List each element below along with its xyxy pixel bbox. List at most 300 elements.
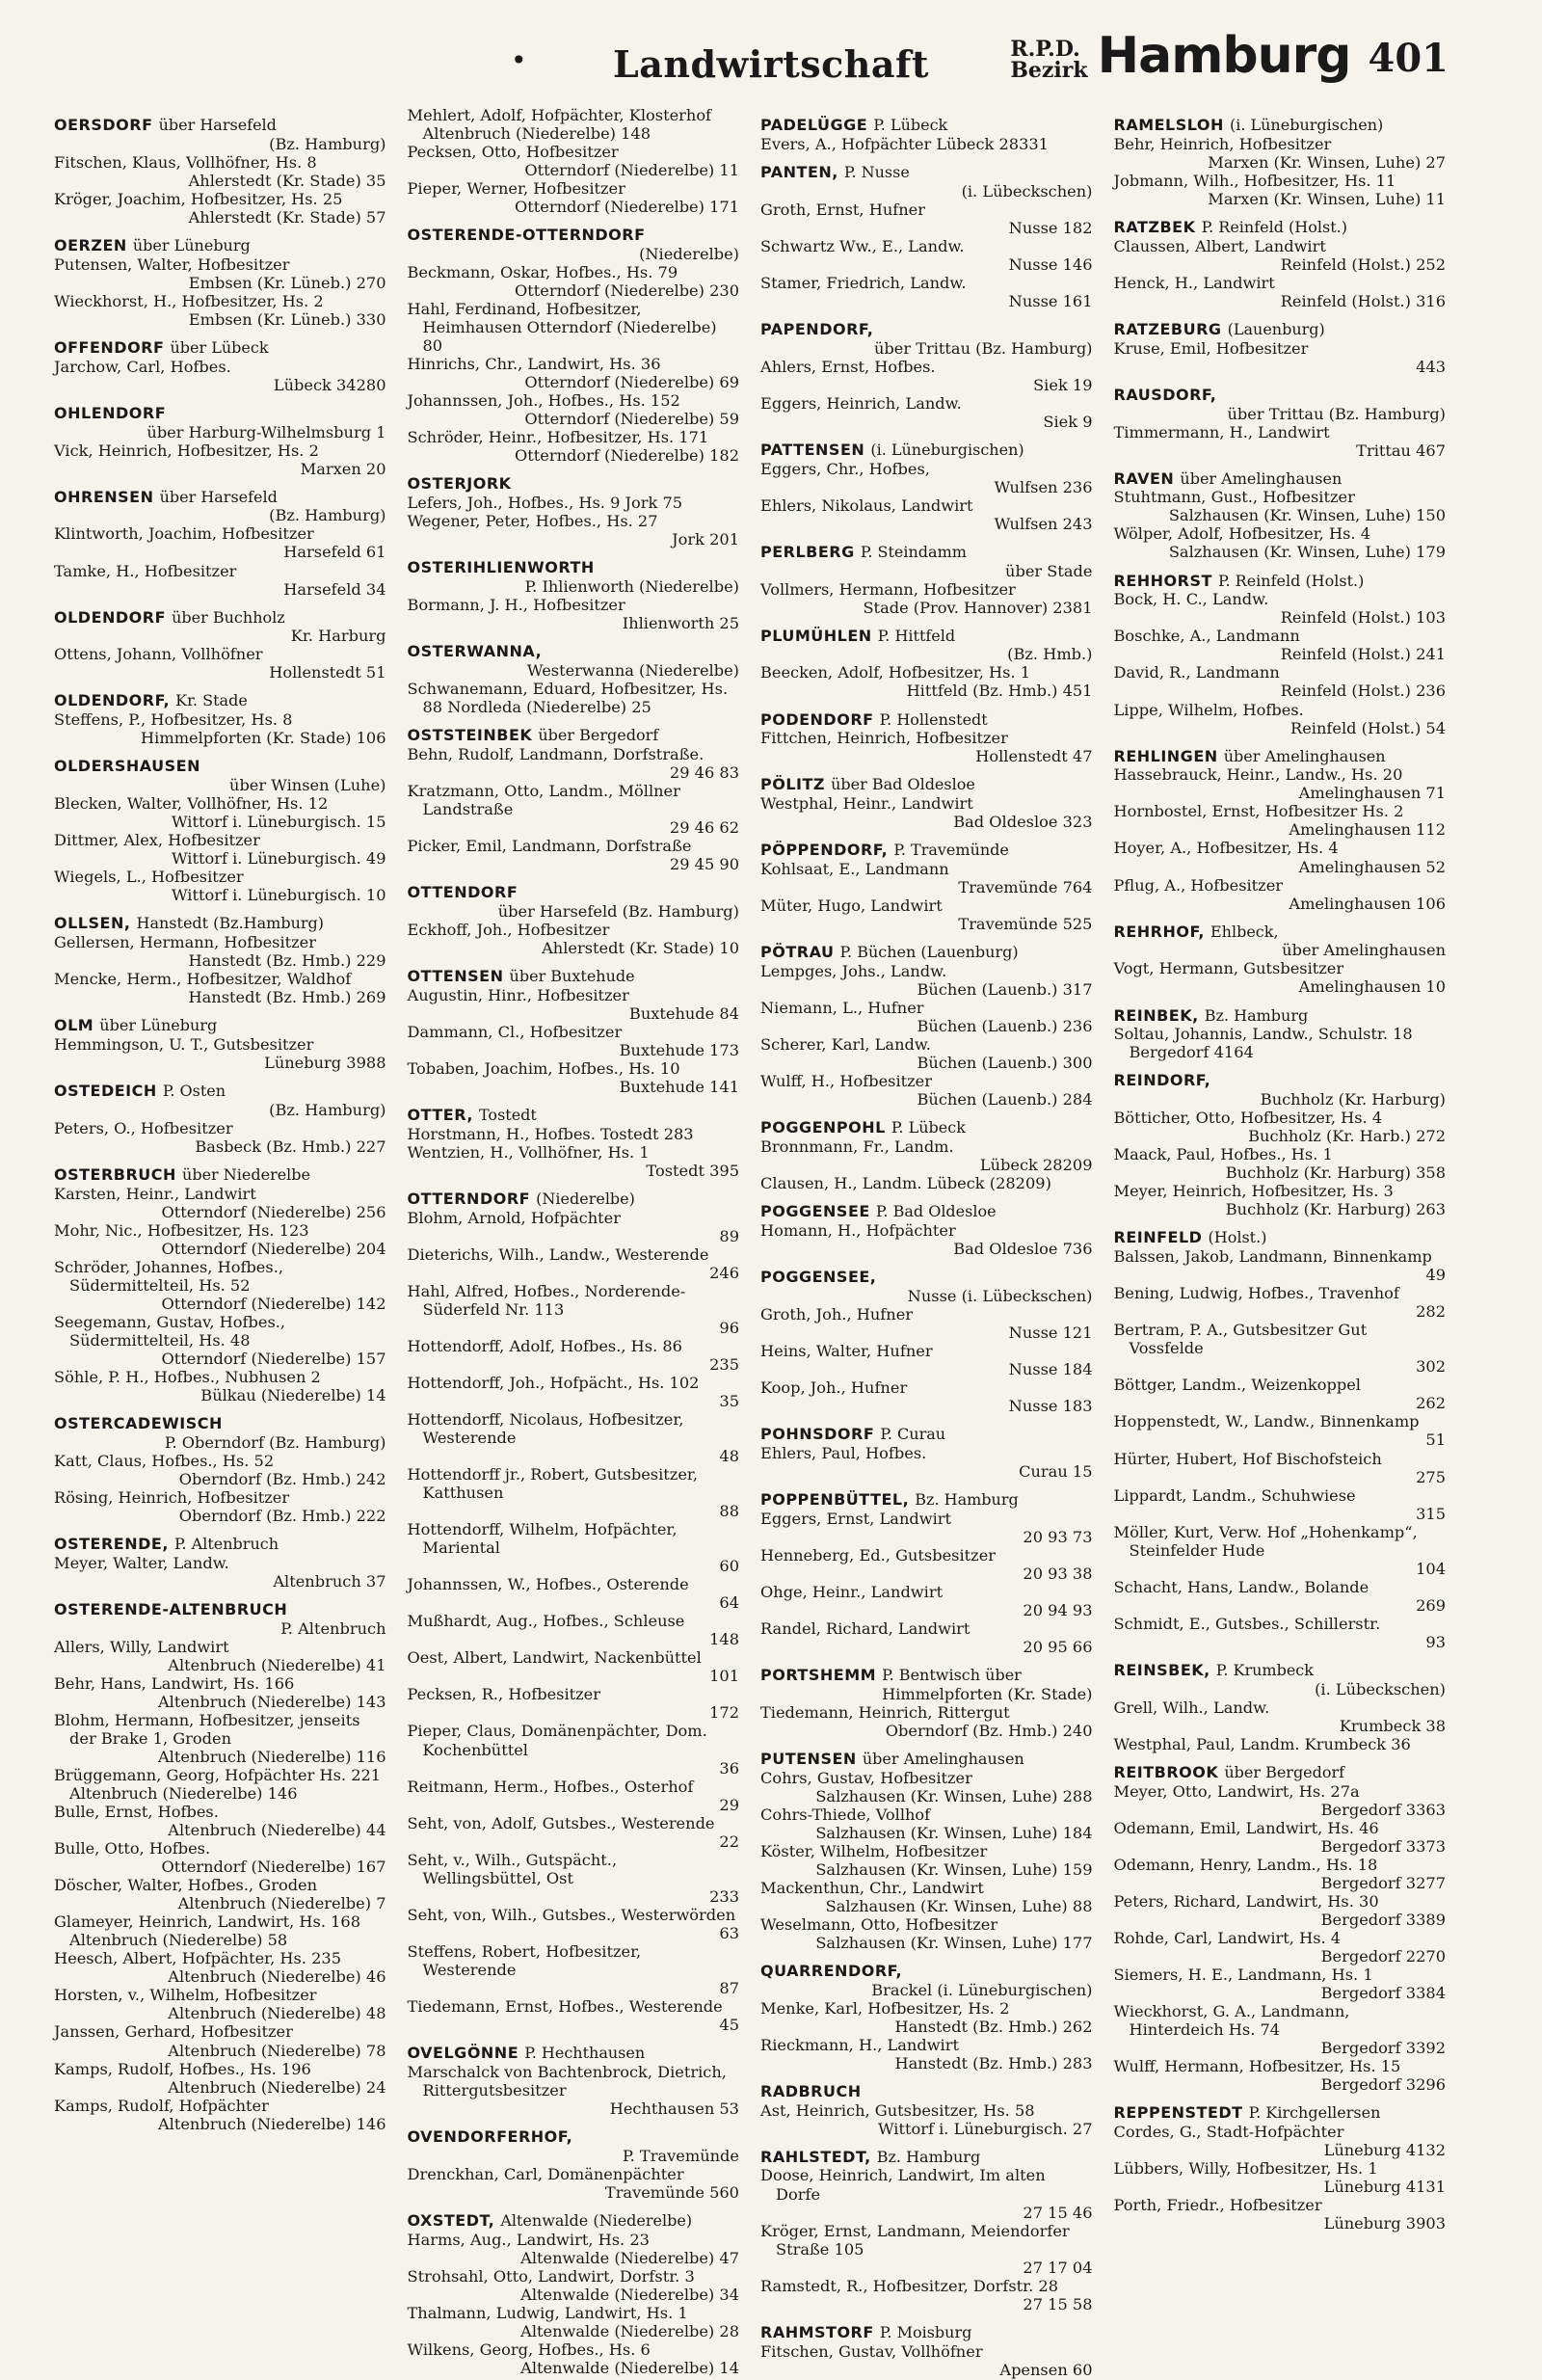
- directory-entry: [1114, 1698, 1447, 1735]
- directory-entry: [54, 1313, 386, 1368]
- entry-phone: Otterndorf (Niederelbe) 230: [515, 281, 739, 301]
- place-post-note: Altenwalde (Niederelbe): [500, 2210, 693, 2230]
- place-section: [1114, 387, 1447, 460]
- place-name: REINDORF,: [1113, 1071, 1211, 1090]
- place-heading: [408, 643, 740, 661]
- place-post-note: P. Bentwisch über: [882, 1665, 1022, 1684]
- directory-entry: [760, 2036, 1093, 2072]
- entry-name: Stuhtmann, Gust., Hofbesitzer: [1113, 488, 1355, 507]
- place-section: [408, 884, 740, 957]
- place-post-note: über Buxtehude: [509, 966, 635, 985]
- place-post-note: (i. Lüneburgischen): [1229, 116, 1384, 134]
- directory-entry: [54, 794, 386, 831]
- entry-phone: Büchen (Lauenb.) 317: [917, 979, 1093, 999]
- directory-entry: [760, 358, 1093, 394]
- directory-entry: [54, 645, 386, 682]
- entry-name: Seht, von, Adolf, Gutsbes., Westerende: [407, 1813, 715, 1832]
- place-name: OFFENDORF: [54, 337, 165, 357]
- entry-name: Wegener, Peter, Hofbes., Hs. 27: [407, 512, 658, 531]
- entry-phone: Lüneburg 4131: [1323, 2178, 1446, 2196]
- directory-entry: [760, 2166, 1093, 2221]
- entry-name: Fitschen, Gustav, Vollhöfner: [760, 2341, 983, 2361]
- rpd-block: [1010, 39, 1087, 81]
- place-name: RADBRUCH: [760, 2081, 862, 2100]
- place-post-note: Hanstedt (Bz.Hamburg): [136, 914, 325, 933]
- entry-phone: Ahlerstedt (Kr. Stade) 57: [188, 207, 386, 227]
- directory-entry: [408, 1814, 740, 1851]
- place-section: [760, 944, 1093, 1109]
- entry-phone: Bergedorf 3277: [1320, 1873, 1446, 1892]
- directory-entry: [1114, 1615, 1447, 1651]
- entry-name: Seht, von, Wilh., Gutsbes., Westerwörden: [407, 1905, 736, 1924]
- entry-phone: Bad Oldesloe 323: [953, 813, 1093, 832]
- place-section: [408, 2212, 740, 2377]
- directory-entry: [1114, 339, 1447, 376]
- entry-phone: Amelinghausen 106: [1289, 894, 1446, 913]
- entry-name: Rösing, Heinrich, Hofbesitzer: [54, 1488, 290, 1508]
- directory-entry: [408, 2165, 740, 2202]
- entry-name: Hinrichs, Chr., Landwirt, Hs. 36: [407, 355, 661, 374]
- place-heading: [760, 842, 1093, 860]
- entry-phone: Oberndorf (Bz. Hmb.) 242: [178, 1470, 386, 1489]
- entry-name: Gellersen, Hermann, Hofbesitzer: [54, 933, 316, 952]
- entry-name: Eggers, Heinrich, Landw.: [760, 393, 962, 413]
- entry-phone: Bergedorf 2270: [1320, 1946, 1446, 1966]
- entry-phone: Wittorf i. Lüneburgisch. 15: [171, 813, 386, 832]
- directory-entry: [54, 1488, 386, 1525]
- directory-entry: [408, 391, 740, 428]
- directory-entry: [760, 1703, 1093, 1740]
- place-name: PAPENDORF,: [760, 319, 874, 338]
- entry-name: Augustin, Hinr., Hofbesitzer: [407, 985, 629, 1004]
- entry-phone: Salzhausen (Kr. Winsen, Luhe) 184: [815, 1823, 1093, 1842]
- entry-phone: 101: [709, 1667, 739, 1686]
- entry-phone: Marxen (Kr. Winsen, Luhe) 27: [1208, 152, 1446, 172]
- place-section: [760, 776, 1093, 831]
- entry-phone: Oberndorf (Bz. Hmb.) 222: [178, 1507, 386, 1526]
- place-post-note: über Lüneburg: [99, 1016, 218, 1035]
- entry-phone: 27 15 58: [1023, 2294, 1093, 2313]
- directory-entry: [760, 394, 1093, 431]
- directory-entry: [408, 1575, 740, 1612]
- directory-entry: [760, 999, 1093, 1035]
- place-section: [760, 711, 1093, 766]
- entry-phone: Hechthausen 53: [609, 2099, 739, 2118]
- directory-entry: [54, 1554, 386, 1591]
- entry-name: Fitschen, Klaus, Vollhöfner, Hs. 8: [54, 152, 317, 172]
- entry-name: Blohm, Arnold, Hofpächter: [407, 1208, 621, 1227]
- entry-name: Schacht, Hans, Landw., Bolande: [1113, 1577, 1369, 1596]
- entry-phone: 51: [1425, 1431, 1446, 1450]
- place-heading: [760, 628, 1093, 646]
- entry-phone: Altenbruch (Niederelbe) 24: [168, 2077, 386, 2097]
- directory-entry: [1114, 802, 1447, 839]
- place-heading: [760, 321, 1093, 339]
- directory-entry: [408, 986, 740, 1023]
- directory-entry: [408, 1143, 740, 1180]
- place-section: [1114, 470, 1447, 562]
- directory-entry: [1114, 1735, 1447, 1753]
- entry-name: Groth, Ernst, Hufner: [760, 200, 925, 219]
- entry-name: Bulle, Otto, Hofbes.: [54, 1839, 211, 1859]
- entry-name: Kohlsaat, E., Landmann: [760, 860, 949, 879]
- place-name: POGGENPOHL: [760, 1118, 886, 1137]
- place-section: [408, 643, 740, 716]
- place-heading: [760, 1667, 1093, 1685]
- entry-name: Brüggemann, Georg, Hofpächter Hs. 221 Altenbruch (Niederelbe) 146: [54, 1766, 382, 1804]
- place-name: OSTERENDE-OTTERNDORF: [407, 226, 646, 245]
- place-heading: [760, 2324, 1093, 2342]
- entry-name: Pieper, Werner, Hofbesitzer: [407, 179, 625, 199]
- entry-name: Dittmer, Alex, Hofbesitzer: [54, 831, 260, 850]
- place-heading: [1114, 470, 1447, 489]
- place-post-note: P. Nusse: [843, 162, 910, 181]
- entry-name: Vick, Heinrich, Hofbesitzer, Hs. 2: [54, 441, 319, 460]
- column-2: [408, 106, 740, 2379]
- directory-entry: [1114, 876, 1447, 913]
- place-name: PATTENSEN: [760, 440, 865, 459]
- directory-entry: [54, 1986, 386, 2022]
- entry-phone: Nusse 146: [1008, 254, 1093, 274]
- entry-phone: 246: [709, 1263, 739, 1282]
- directory-entry: [408, 512, 740, 548]
- directory-entry: [1114, 1025, 1447, 1061]
- directory-entry: [1114, 423, 1447, 460]
- entry-name: Claussen, Albert, Landwirt: [1113, 236, 1326, 255]
- column-4: [1114, 106, 1447, 2379]
- directory-entry: [1114, 1856, 1447, 1892]
- place-name: OTTENSEN: [407, 966, 504, 985]
- directory-entry: [760, 1072, 1093, 1109]
- entry-name: Behn, Rudolf, Landmann, Dorfstraße.: [407, 744, 705, 763]
- directory-entry: [760, 1619, 1093, 1656]
- directory-entry: [1114, 1412, 1447, 1449]
- directory-entry: [54, 1258, 386, 1313]
- directory-entry: [54, 255, 386, 292]
- directory-entry: [760, 729, 1093, 765]
- entry-name: Picker, Emil, Landmann, Dorfstraße: [407, 836, 692, 855]
- directory-entry: [760, 201, 1093, 237]
- place-heading: [408, 1190, 740, 1209]
- directory-entry: [54, 2097, 386, 2133]
- entry-phone: Trittau 467: [1356, 441, 1446, 460]
- entry-phone: Altenbruch (Niederelbe) 116: [157, 1748, 386, 1767]
- entry-name: Seegemann, Gustav, Hofbes., Südermittelteil, Hs. 48: [54, 1313, 286, 1350]
- entry-name: Horsten, v., Wilhelm, Hofbesitzer: [54, 1986, 317, 2005]
- entry-name: Hottendorff, Nicolaus, Hofbesitzer, Westerende: [407, 1409, 684, 1447]
- directory-entry: [760, 1769, 1093, 1805]
- entry-phone: Otterndorf (Niederelbe) 59: [524, 410, 739, 429]
- entry-name: Koop, Joh., Hufner: [760, 1377, 908, 1397]
- place-name: OSTERCADEWISCH: [54, 1414, 223, 1433]
- place-section: [1114, 1072, 1447, 1218]
- place-post-note: P. Reinfeld (Holst.): [1217, 571, 1365, 590]
- entry-phone: Ihlienworth 25: [622, 614, 739, 633]
- place-section: [54, 758, 386, 904]
- entry-phone: Buchholz (Kr. Harburg) 358: [1225, 1163, 1446, 1183]
- entry-phone: Marxen 20: [300, 459, 386, 478]
- directory-entry: [760, 794, 1093, 831]
- place-section: [54, 1536, 386, 1591]
- place-post-note: Tostedt: [479, 1105, 537, 1124]
- place-heading: [54, 117, 386, 135]
- directory-entry: [408, 745, 740, 782]
- place-section: [760, 1667, 1093, 1740]
- entry-phone: Hollenstedt 51: [269, 663, 386, 682]
- place-heading: [760, 1119, 1093, 1137]
- directory-entry: [1114, 2159, 1447, 2196]
- entry-name: Vogt, Hermann, Gutsbesitzer: [1113, 959, 1344, 978]
- directory-entry: [408, 1997, 740, 2034]
- place-district-note: P. Altenbruch: [280, 1618, 386, 1638]
- directory-entry: [1114, 2123, 1447, 2159]
- entry-phone: Lüneburg 3988: [264, 1054, 386, 1073]
- directory-entry: [408, 355, 740, 391]
- place-section: [54, 1017, 386, 1072]
- entry-name: Dieterichs, Wilh., Landw., Westerende: [407, 1244, 709, 1264]
- entry-phone: Wittorf i. Lüneburgisch. 10: [171, 886, 386, 905]
- place-section: [1114, 748, 1447, 913]
- directory-entry: [1114, 1321, 1447, 1376]
- directory-entry: [760, 663, 1093, 700]
- place-name: REHLINGEN: [1113, 746, 1218, 765]
- entry-phone: Bergedorf 3296: [1320, 2075, 1446, 2095]
- entry-phone: 96: [719, 1318, 739, 1337]
- entry-name: Schwanemann, Eduard, Hofbesitzer, Hs. 88 Nordleda (Niederelbe) 25: [407, 679, 729, 716]
- entry-phone: 315: [1416, 1504, 1446, 1523]
- entry-name: Johannssen, Joh., Hofbes., Hs. 152: [407, 391, 680, 411]
- place-section: [760, 842, 1093, 933]
- entry-name: Hottendorff, Wilhelm, Hofpächter, Mariental: [407, 1520, 678, 1558]
- place-name: REINFELD: [1113, 1228, 1203, 1247]
- place-name: POGGENSEE: [760, 1202, 870, 1221]
- place-section: [408, 2128, 740, 2202]
- directory-entry: [54, 1711, 386, 1766]
- entry-name: Marschalck von Bachtenbrock, Dietrich, Rittergutsbesitzer: [407, 2062, 727, 2099]
- entry-name: Putensen, Walter, Hofbesitzer: [54, 254, 290, 274]
- place-heading: [760, 1751, 1093, 1769]
- place-section: [760, 117, 1093, 153]
- place-name: PUTENSEN: [760, 1749, 857, 1768]
- place-district-note: P. Travemünde: [623, 2146, 739, 2165]
- place-district-note: Nusse (i. Lübeckschen): [907, 1286, 1093, 1305]
- entry-name: Hoppenstedt, W., Landw., Binnenkamp: [1113, 1412, 1420, 1431]
- entry-phone: Reinfeld (Holst.) 236: [1280, 682, 1446, 701]
- directory-entry: [54, 831, 386, 868]
- place-post-note: (Lauenburg): [1227, 319, 1325, 338]
- entry-name: Odemann, Emil, Landwirt, Hs. 46: [1113, 1818, 1379, 1837]
- entry-phone: Bergedorf 3392: [1320, 2039, 1446, 2058]
- entry-phone: Salzhausen (Kr. Winsen, Luhe) 159: [815, 1859, 1093, 1879]
- place-name: OSTEDEICH: [54, 1082, 157, 1101]
- entry-name: Janssen, Gerhard, Hofbesitzer: [54, 2022, 293, 2042]
- entry-phone: Buchholz (Kr. Harb.) 272: [1248, 1127, 1446, 1146]
- entry-name: Boschke, A., Landmann: [1113, 627, 1300, 646]
- directory-entry: [1114, 1284, 1447, 1321]
- directory-entry: [1114, 590, 1447, 627]
- place-heading: [760, 1426, 1093, 1444]
- entry-phone: 20 95 66: [1023, 1637, 1093, 1656]
- place-section: [760, 2324, 1093, 2379]
- directory-entry: [1114, 663, 1447, 700]
- place-district-note: (Bz. Hamburg): [269, 1100, 386, 1119]
- place-name: REHRHOF,: [1113, 922, 1205, 941]
- entry-phone: Krumbeck 38: [1339, 1716, 1446, 1735]
- place-post-note: P. Lübeck: [891, 1118, 966, 1137]
- entry-name: Eggers, Ernst, Landwirt: [760, 1509, 952, 1528]
- place-name: PLUMÜHLEN: [760, 626, 872, 645]
- entry-phone: Jork 201: [672, 530, 739, 549]
- place-heading: [408, 968, 740, 986]
- directory-entry: [1114, 2196, 1447, 2233]
- entry-phone: Hollenstedt 47: [975, 747, 1093, 766]
- place-post-note: P. Hechthausen: [524, 2044, 646, 2063]
- place-name: REHHORST: [1113, 571, 1212, 590]
- entry-name: Heins, Walter, Hufner: [760, 1341, 933, 1360]
- entry-name: Hürter, Hubert, Hof Bischofsteich: [1113, 1449, 1382, 1468]
- directory-columns: [54, 106, 1446, 2379]
- place-heading: [1114, 573, 1447, 591]
- entry-name: Cordes, G., Stadt-Hofpächter: [1113, 2122, 1344, 2141]
- place-name: REINBEK,: [1113, 1005, 1199, 1025]
- entry-name: Stamer, Friedrich, Landw.: [760, 273, 967, 292]
- place-section: [1114, 1007, 1447, 1062]
- entry-phone: Salzhausen (Kr. Winsen, Luhe) 88: [825, 1896, 1093, 1915]
- entry-name: Lübbers, Willy, Hofbesitzer, Hs. 1: [1113, 2158, 1378, 2178]
- place-name: PANTEN,: [760, 162, 838, 181]
- place-district-note: Buchholz (Kr. Harburg): [1260, 1090, 1446, 1110]
- entry-phone: 302: [1416, 1357, 1446, 1377]
- place-section: [760, 1491, 1093, 1656]
- entry-phone: Reinfeld (Holst.) 316: [1280, 291, 1446, 310]
- place-district-note: (Bz. Hamburg): [269, 134, 386, 153]
- entry-name: Schröder, Heinr., Hofbesitzer, Hs. 171: [407, 428, 709, 447]
- directory-entry: [408, 1059, 740, 1096]
- place-post-note: über Bad Oldesloe: [831, 775, 975, 794]
- entry-name: Kamps, Rudolf, Hofbes., Hs. 196: [54, 2059, 311, 2078]
- entry-name: Lefers, Joh., Hofbes., Hs. 9 Jork 75: [407, 494, 683, 513]
- place-district-note: über Trittau (Bz. Hamburg): [873, 338, 1093, 358]
- rpd-line: R.P.D.: [1010, 37, 1080, 62]
- place-section: [760, 1963, 1093, 2072]
- place-name: PERLBERG: [760, 542, 855, 561]
- directory-entry: [54, 153, 386, 190]
- entry-phone: 87: [719, 1978, 739, 1997]
- entry-phone: Altenbruch (Niederelbe) 41: [168, 1655, 386, 1674]
- place-name: REPPENSTEDT: [1113, 2103, 1243, 2123]
- entry-name: Rohde, Carl, Landwirt, Hs. 4: [1113, 1928, 1342, 1947]
- place-heading: [760, 1269, 1093, 1287]
- place-district-note: über Winsen (Luhe): [229, 776, 386, 795]
- entry-phone: Altenbruch (Niederelbe) 44: [168, 1821, 386, 1840]
- directory-entry: [1114, 172, 1447, 208]
- entry-phone: Altenbruch (Niederelbe) 48: [168, 2004, 386, 2023]
- place-name: RATZEBURG: [1113, 319, 1222, 338]
- place-post-note: P. Curau: [880, 1424, 946, 1443]
- directory-entry: [760, 1378, 1093, 1415]
- directory-entry: [54, 1035, 386, 1072]
- entry-phone: Nusse 184: [1008, 1359, 1093, 1378]
- directory-entry: [1114, 1782, 1447, 1819]
- entry-phone: Buchholz (Kr. Harburg) 263: [1225, 1200, 1446, 1219]
- place-district-note: (i. Lübeckschen): [1315, 1679, 1446, 1698]
- entry-name: Porth, Friedr., Hofbesitzer: [1113, 2196, 1322, 2215]
- directory-entry: [760, 1305, 1093, 1342]
- entry-phone: Altenbruch (Niederelbe) 143: [157, 1692, 386, 1711]
- directory-entry: [760, 135, 1093, 153]
- directory-entry: [760, 1842, 1093, 1879]
- entry-phone: Altenbruch (Niederelbe) 7: [177, 1894, 386, 1913]
- entry-phone: Altenwalde (Niederelbe) 14: [520, 2358, 739, 2377]
- entry-name: Cohrs, Gustav, Hofbesitzer: [760, 1768, 972, 1787]
- entry-phone: Büchen (Lauenb.) 284: [917, 1090, 1093, 1110]
- entry-name: Mehlert, Adolf, Hofpächter, Klosterhof Altenbruch (Niederelbe) 148: [407, 106, 712, 144]
- entry-phone: 63: [719, 1923, 739, 1942]
- place-section: [760, 441, 1093, 533]
- entry-name: Beecken, Adolf, Hofbesitzer, Hs. 1: [760, 663, 1031, 682]
- entry-name: Mencke, Herm., Hofbesitzer, Waldhof: [54, 970, 352, 989]
- place-name: OSTERWANNA,: [407, 642, 543, 661]
- directory-entry: [54, 524, 386, 561]
- directory-entry: [54, 1674, 386, 1711]
- entry-phone: Nusse 183: [1008, 1396, 1093, 1415]
- entry-phone: 36: [719, 1758, 739, 1778]
- directory-entry: [408, 1520, 740, 1575]
- directory-entry: [760, 1999, 1093, 2036]
- place-section: [54, 915, 386, 1006]
- entry-name: Klintworth, Joachim, Hofbesitzer: [54, 524, 314, 544]
- place-post-note: P. Moisburg: [879, 2322, 972, 2341]
- place-post-note: Bz. Hamburg: [915, 1489, 1019, 1509]
- entry-phone: Otterndorf (Niederelbe) 171: [515, 198, 739, 217]
- entry-name: Bormann, J. H., Hofbesitzer: [407, 596, 625, 615]
- entry-name: Rieckmann, H., Landwirt: [760, 2035, 959, 2054]
- place-post-note: P. Osten: [162, 1082, 226, 1101]
- place-name: PORTSHEMM: [760, 1665, 877, 1684]
- place-section: [1114, 1764, 1447, 2094]
- entry-phone: 60: [719, 1557, 739, 1576]
- directory-entry: [1114, 488, 1447, 524]
- entry-name: Wentzien, H., Vollhöfner, Hs. 1: [407, 1142, 650, 1162]
- entry-phone: Nusse 121: [1008, 1323, 1093, 1342]
- entry-phone: Salzhausen (Kr. Winsen, Luhe) 177: [815, 1933, 1093, 1952]
- place-heading: [1114, 1229, 1447, 1247]
- entry-name: Hoyer, A., Hofbesitzer, Hs. 4: [1113, 839, 1339, 858]
- entry-name: Böttger, Landm., Weizenkoppel: [1113, 1376, 1361, 1395]
- entry-phone: 88: [719, 1502, 739, 1521]
- place-name: OLDENDORF: [54, 607, 167, 627]
- entry-name: Möller, Kurt, Verw. Hof „Hohenkamp“, Steinfelder Hude: [1113, 1522, 1418, 1560]
- place-heading: [54, 405, 386, 423]
- entry-phone: 45: [719, 2015, 739, 2034]
- place-post-note: über Lüneburg: [132, 235, 251, 254]
- directory-entry: [760, 460, 1093, 496]
- place-district-note: Westerwanna (Niederelbe): [526, 660, 739, 680]
- entry-name: Jarchow, Carl, Hofbes.: [54, 357, 231, 376]
- entry-name: Wulff, H., Hofbesitzer: [760, 1072, 932, 1091]
- place-section: [54, 489, 386, 599]
- entry-name: Tiedemann, Heinrich, Rittergut: [760, 1702, 1010, 1722]
- directory-entry: [1114, 839, 1447, 875]
- entry-phone: 443: [1416, 357, 1446, 376]
- place-name: OLDENDORF,: [54, 691, 171, 710]
- entry-name: Fittchen, Heinrich, Hofbesitzer: [760, 729, 1008, 748]
- place-section: [760, 1426, 1093, 1481]
- directory-entry: [408, 1282, 740, 1337]
- place-post-note: P. Hittfeld: [877, 626, 956, 645]
- place-heading: [54, 1166, 386, 1185]
- entry-phone: Buxtehude 141: [619, 1077, 739, 1096]
